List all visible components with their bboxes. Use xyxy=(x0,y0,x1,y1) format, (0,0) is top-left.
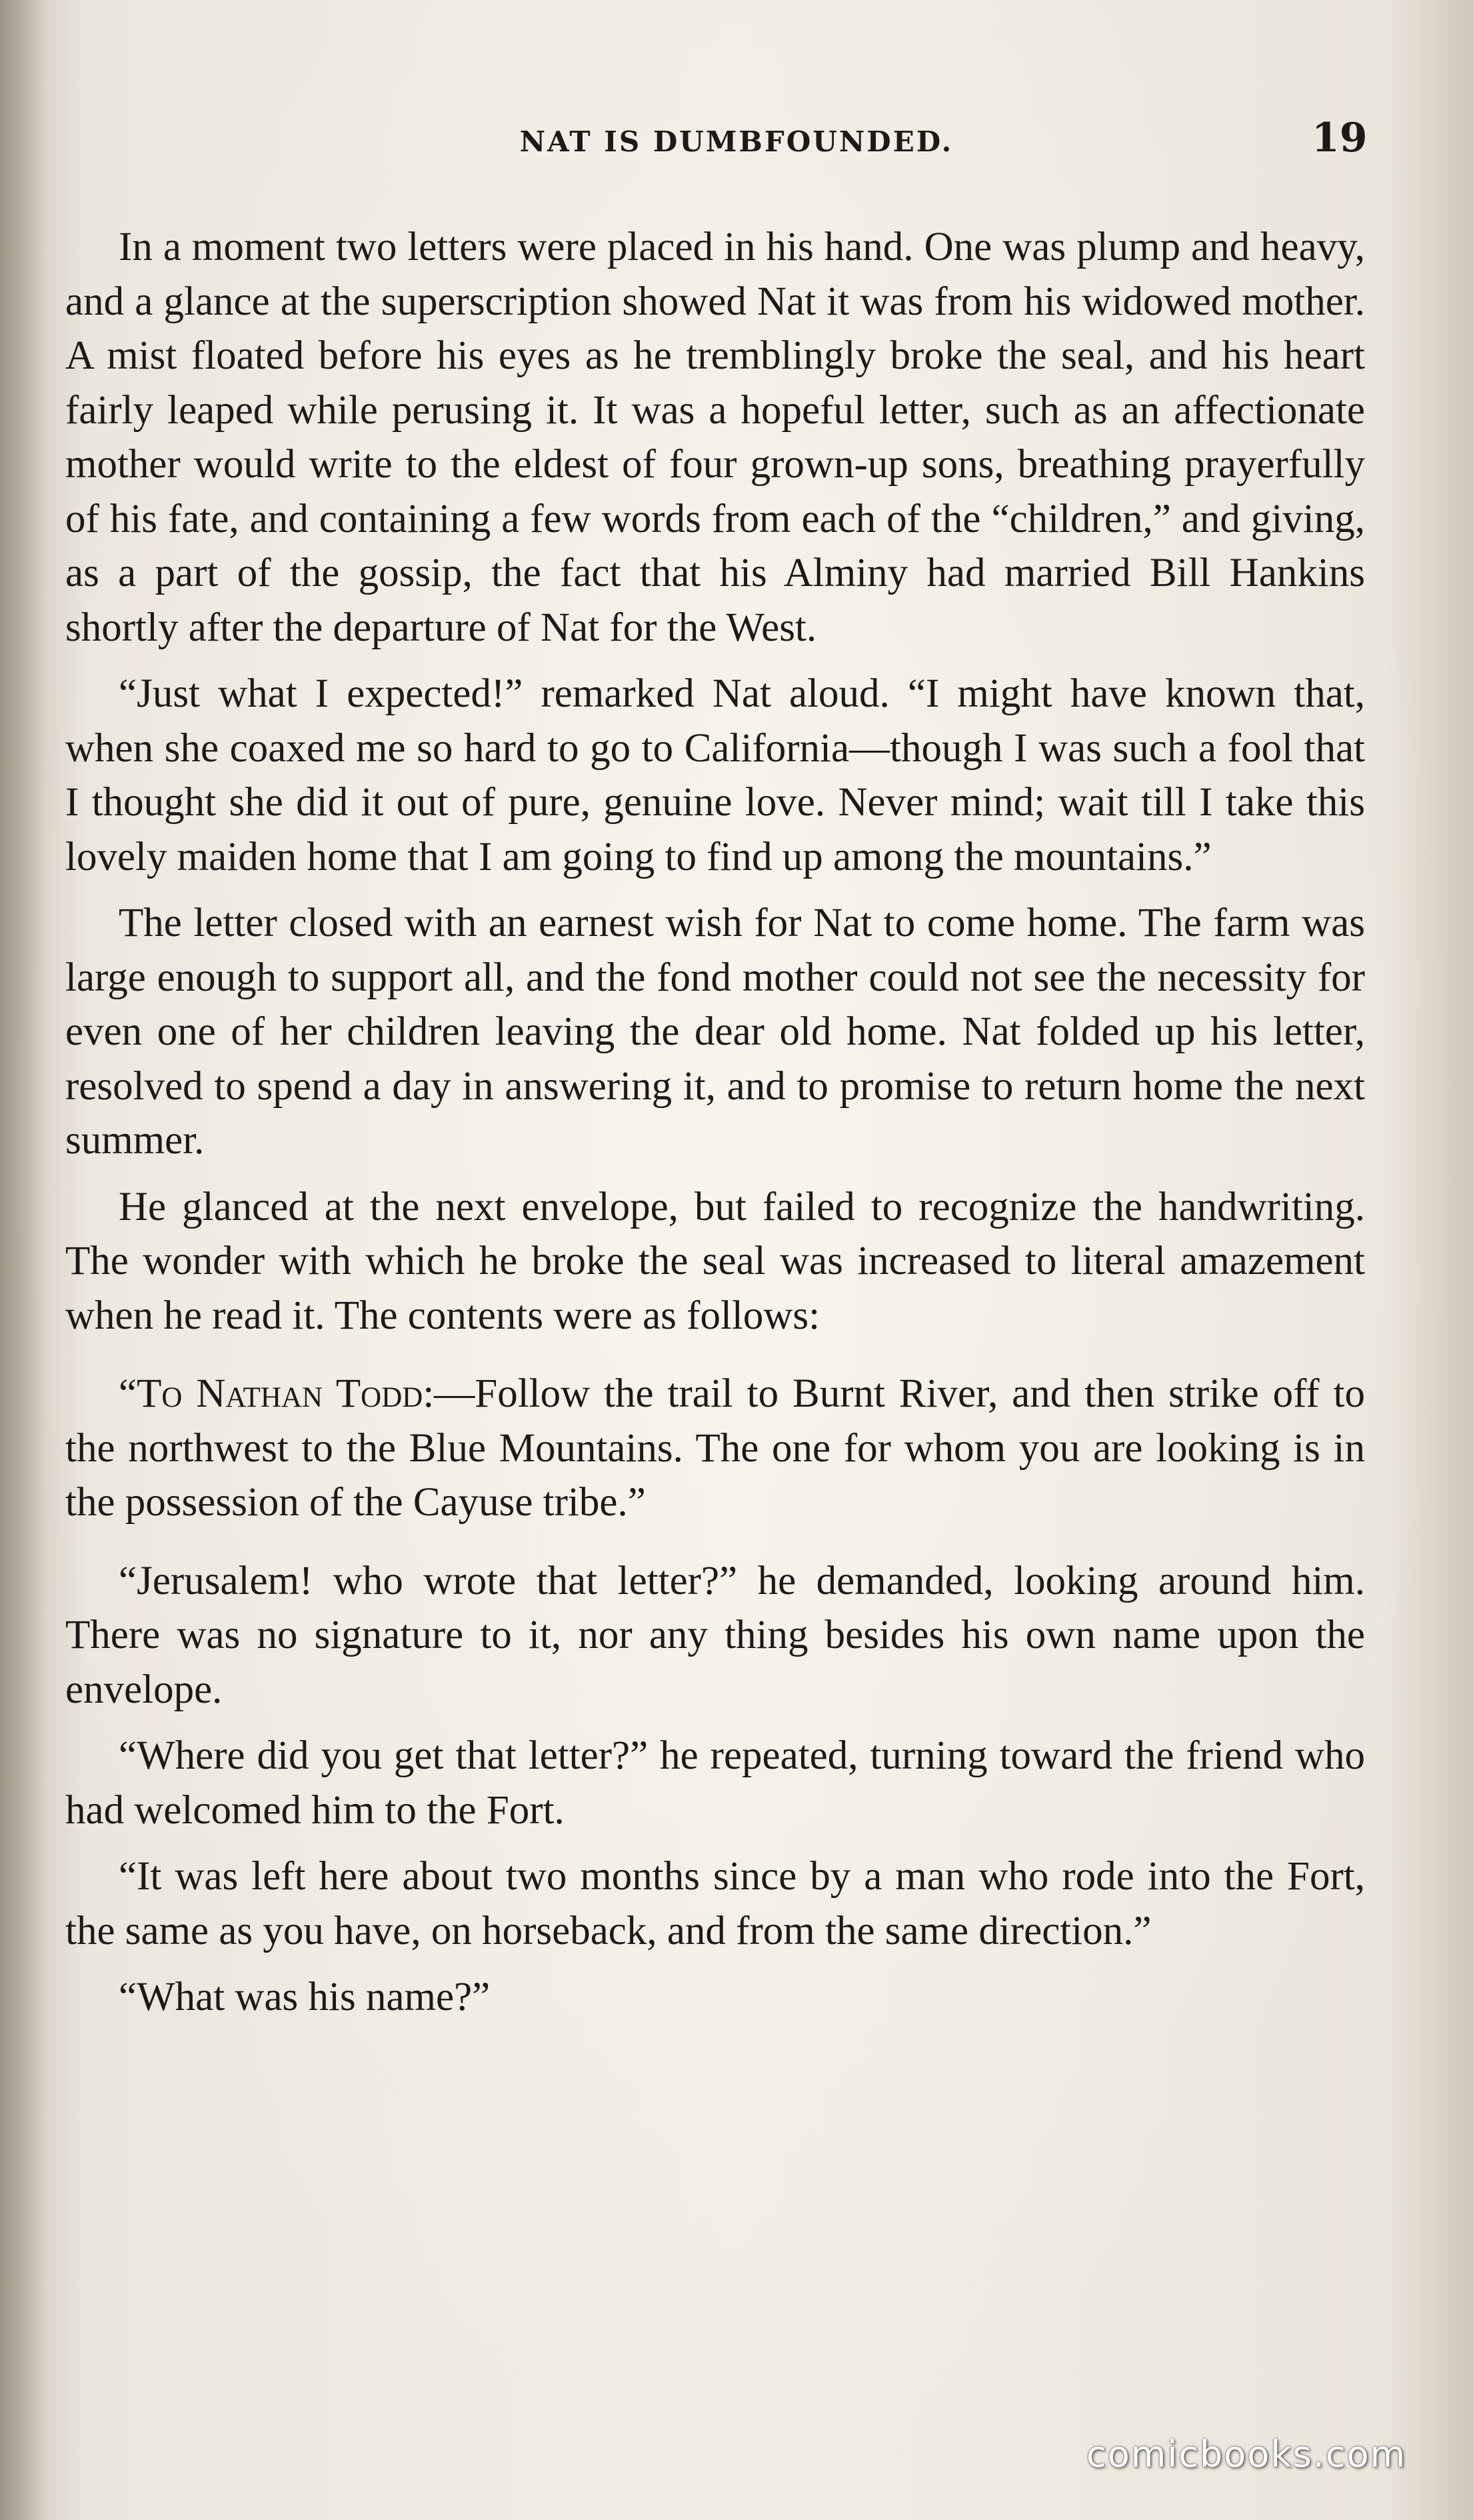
body-text xyxy=(65,220,1365,2025)
dialogue-left-here: “It was left here about two months since by a man who rode into the Fort, the same as you have, on horseback, and from the same direction.” xyxy=(65,1854,1365,1953)
letter-salutation: To Nathan Todd xyxy=(137,1371,423,1416)
watermark: comicbooks.com xyxy=(1086,2433,1407,2475)
paragraph-letters-received: In a moment two letters were placed in his hand. One was plump and heavy, and a glance at the superscription showed Nat it was from his widowed mother. A mist floated before his eyes as he tremblingly broke the seal, and his heart fairly leaped while perusing it. It was a hopeful letter, such as an affectionate mother would write to the eldest of four grown-up sons, breathing prayerfully of his fate, and containing a few words from each of the “children,” and giving, as a part of the gossip, the fact that his Alminy had married Bill Hankins shortly after the departure of Nat for the West. xyxy=(65,225,1365,650)
quoted-letter: “To Nathan Todd:—Follow the trail to Burnt River, and then strike off to the northwest to the Blue Mountains. The one for whom you are looking is in the possession of the Cayuse tribe.” xyxy=(65,1371,1365,1525)
paragraph-nat-remark: “Just what I expected!” remarked Nat aloud. “I might have known that, when she coaxed me so hard to go to California—though I was such a fool that I thought she did it out of pure, genuine love. Never mind; wait till I take this lovely maiden home that I am going to find up among the mountains.” xyxy=(65,671,1365,879)
dialogue-where-did-you-get: “Where did you get that letter?” he repeated, turning toward the friend who had welcomed him to the Fort. xyxy=(65,1733,1365,1833)
binding-shadow xyxy=(0,0,47,2520)
dialogue-jerusalem: “Jerusalem! who wrote that letter?” he demanded, looking around him. There was no signature to it, nor any thing besides his own name upon the envelope. xyxy=(65,1558,1365,1712)
paragraph-letter-closed: The letter closed with an earnest wish for Nat to come home. The farm was large enough to support all, and the fond mother could not see the necessity for even one of her children leaving the dear old home. Nat folded up his letter, resolved to spend a day in answering it, and to promise to return home the next summer. xyxy=(65,901,1365,1163)
letter-text: :—Follow the trail to Burnt River, and then strike off to the northwest to the Blue Mountains. The one for whom you are looking is in the possession of the Cayuse tribe.” xyxy=(65,1371,1365,1525)
dialogue-what-was-his-name: “What was his name?” xyxy=(119,1975,491,2019)
paragraph-next-envelope: He glanced at the next envelope, but failed to recognize the handwriting. The wonder with which he broke the seal was increased to literal amazement when he read it. The contents were as follows: xyxy=(65,1184,1365,1338)
page-number: 19 xyxy=(1312,115,1368,161)
running-title: NAT IS DUMBFOUNDED. xyxy=(519,125,954,158)
